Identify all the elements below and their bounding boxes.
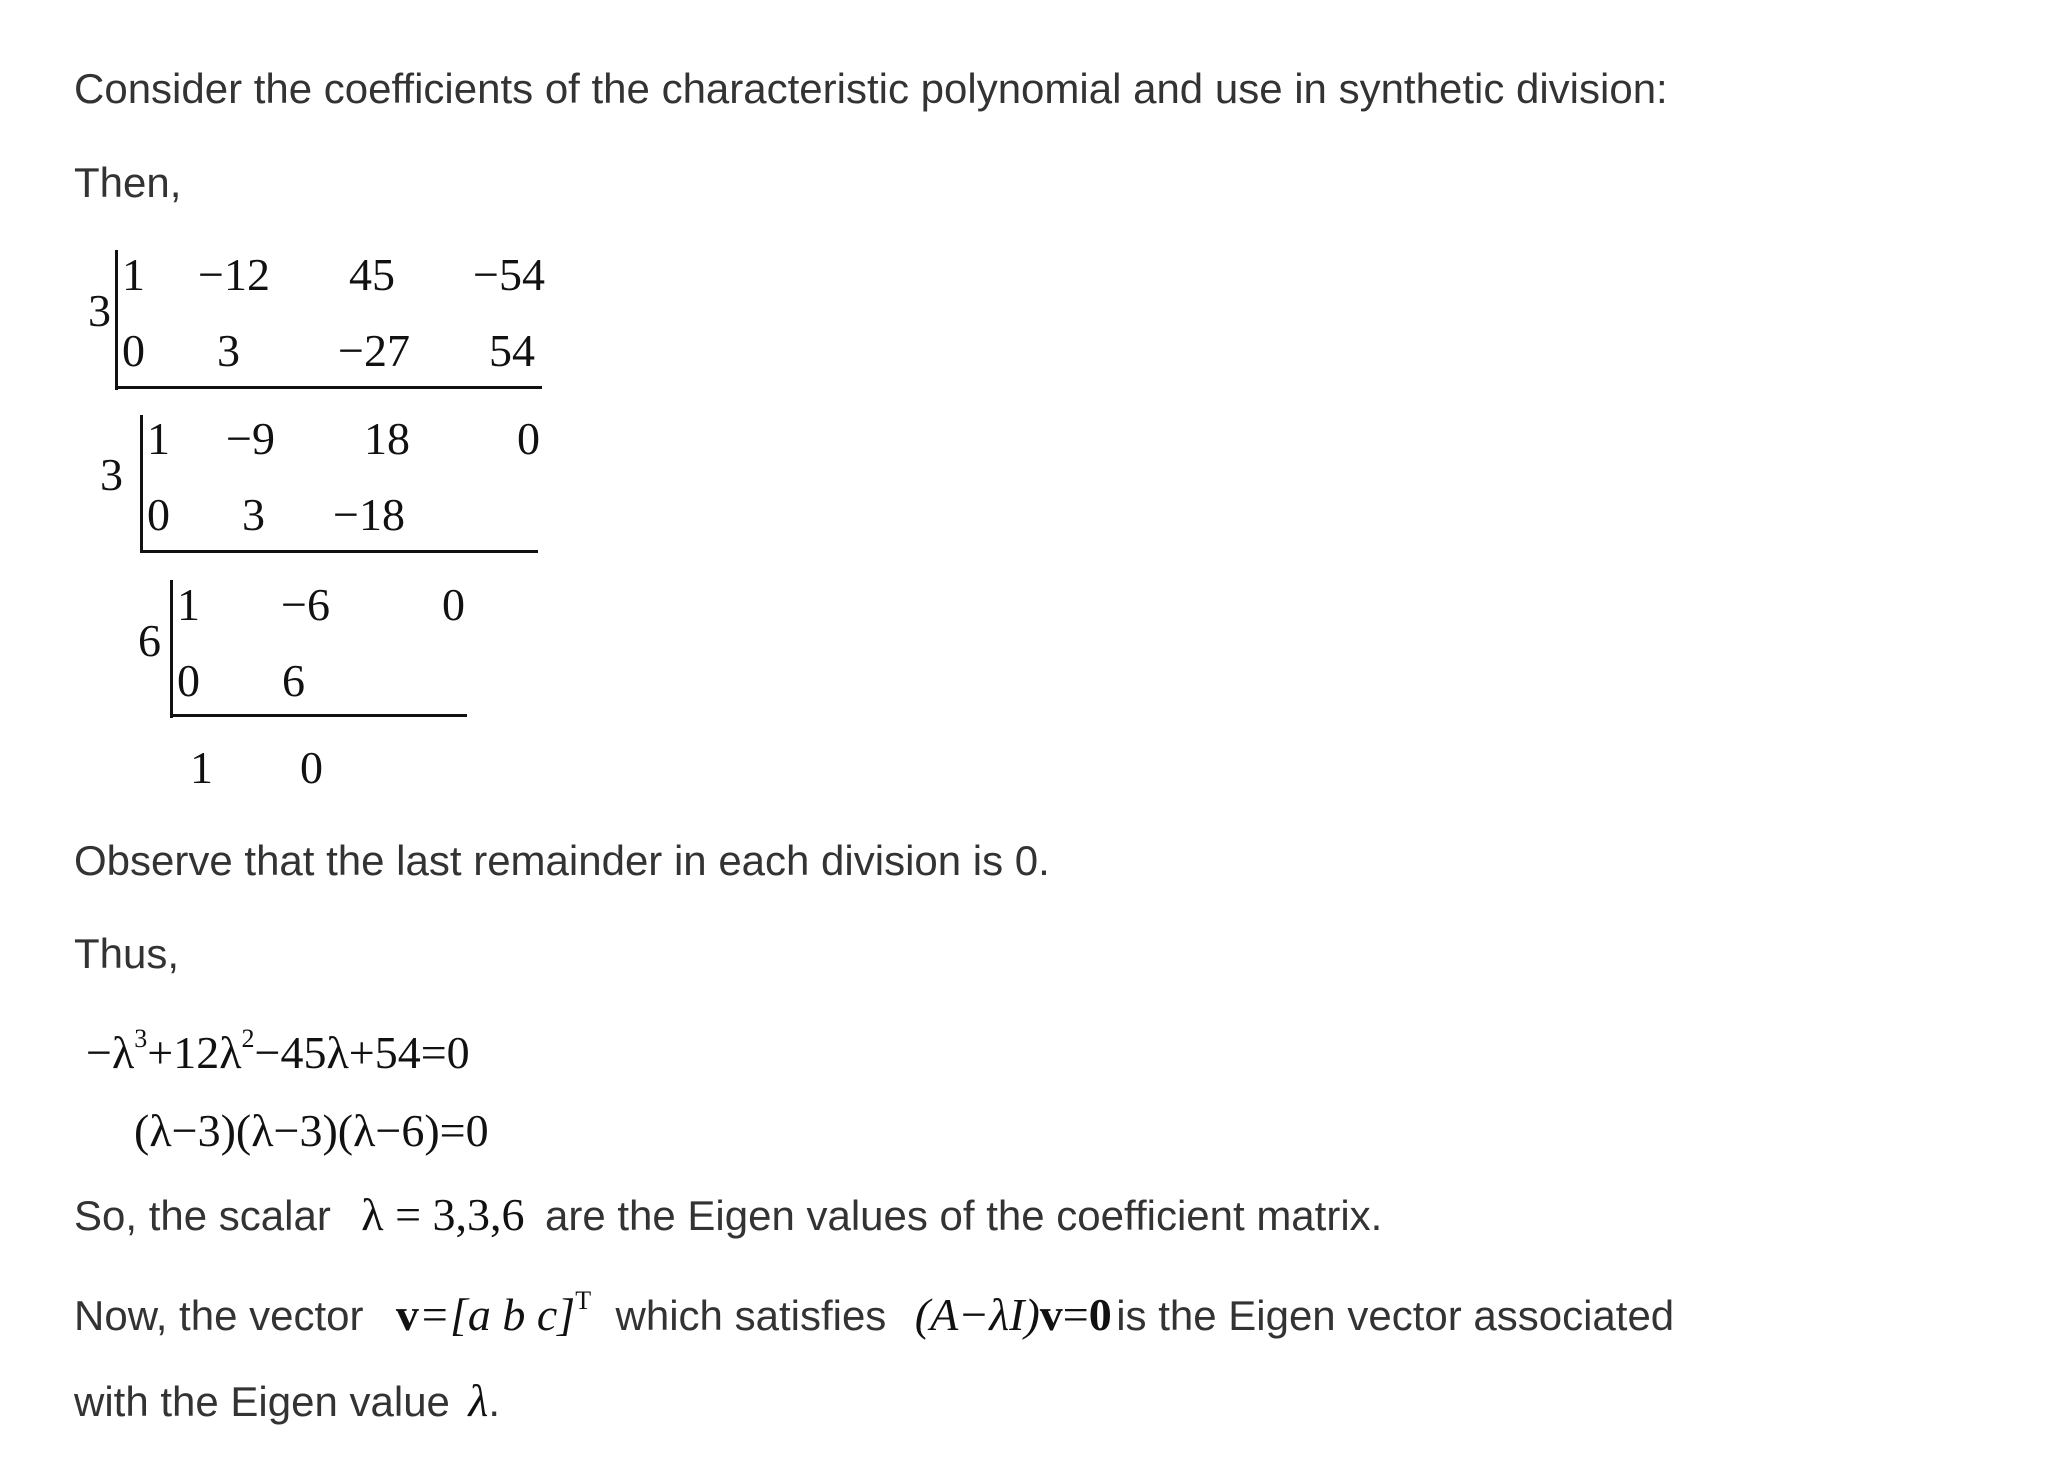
divisor: 3 (100, 449, 123, 500)
coefficient: 1 (122, 249, 145, 300)
product-value: 0 (147, 489, 170, 540)
equation-term: +12λ (147, 1027, 242, 1078)
product-value: 6 (282, 655, 305, 706)
eigenvalues-sentence (74, 1189, 1383, 1240)
divisor: 3 (88, 285, 111, 336)
division-bracket (115, 250, 118, 390)
transpose-symbol: T (575, 1286, 592, 1315)
sentence-text: So, the scalar (74, 1192, 331, 1239)
zero-vector: 0 (1088, 1289, 1112, 1340)
coefficient: 1 (177, 579, 200, 630)
division-bracket (140, 415, 143, 553)
characteristic-equation (86, 1024, 470, 1078)
equals-sign: = (1062, 1289, 1089, 1340)
vector-components: =[a b c] (418, 1289, 576, 1340)
observe-text: Observe that the last remainder in each division is 0. (74, 837, 1050, 884)
coefficient: 0 (442, 579, 465, 630)
final-sentence (74, 1375, 500, 1426)
sentence-text: which satisfies (615, 1292, 887, 1339)
product-value: 3 (242, 489, 265, 540)
coefficient: 1 (147, 413, 170, 464)
product-value: −18 (333, 489, 405, 540)
equation-term: −45λ+54=0 (254, 1027, 470, 1078)
coefficient: 45 (349, 249, 395, 300)
coefficient: −9 (226, 413, 275, 464)
eigenvalues-math: λ = 3,3,6 (361, 1189, 525, 1240)
eigenvector-sentence (74, 1286, 1675, 1340)
period: . (488, 1378, 500, 1425)
sentence-text: are the Eigen values of the coefficient matrix. (544, 1192, 1383, 1239)
exponent: 3 (134, 1024, 148, 1053)
sentence-text: with the Eigen value (74, 1378, 450, 1425)
coefficient: −54 (473, 249, 545, 300)
sentence-text: is the Eigen vector associated (1116, 1292, 1675, 1339)
product-value: 3 (217, 325, 240, 376)
coefficient: 18 (364, 413, 410, 464)
coefficient: −12 (198, 249, 270, 300)
eigen-condition (915, 1289, 1112, 1340)
then-label: Then, (74, 159, 182, 206)
equation-term: −λ (86, 1027, 135, 1078)
divisor: 6 (138, 615, 161, 666)
product-value: 0 (177, 655, 200, 706)
condition-matrix: (A−λI) (914, 1289, 1040, 1340)
sum-line (170, 714, 467, 717)
product-value: 0 (122, 325, 145, 376)
final-quotient-value: 1 (190, 742, 213, 793)
product-value: 54 (489, 325, 535, 376)
final-quotient-value: 0 (300, 742, 323, 793)
thus-label: Thus, (74, 930, 180, 977)
lambda-symbol: λ (468, 1375, 489, 1426)
product-value: −27 (338, 325, 410, 376)
vector-symbol: v (395, 1289, 419, 1340)
division-bracket (170, 580, 173, 718)
coefficient: 0 (517, 413, 540, 464)
intro-text: Consider the coefficients of the characteristic polynomial and use in synthetic division: (74, 65, 1668, 112)
vector-definition (395, 1286, 592, 1340)
sentence-text: Now, the vector (74, 1292, 364, 1339)
factored-equation: (λ−3)(λ−3)(λ−6)=0 (134, 1105, 489, 1156)
sum-line (115, 386, 542, 389)
coefficient: −6 (281, 579, 330, 630)
vector-symbol: v (1039, 1289, 1063, 1340)
sum-line (140, 550, 538, 553)
exponent: 2 (241, 1024, 255, 1053)
